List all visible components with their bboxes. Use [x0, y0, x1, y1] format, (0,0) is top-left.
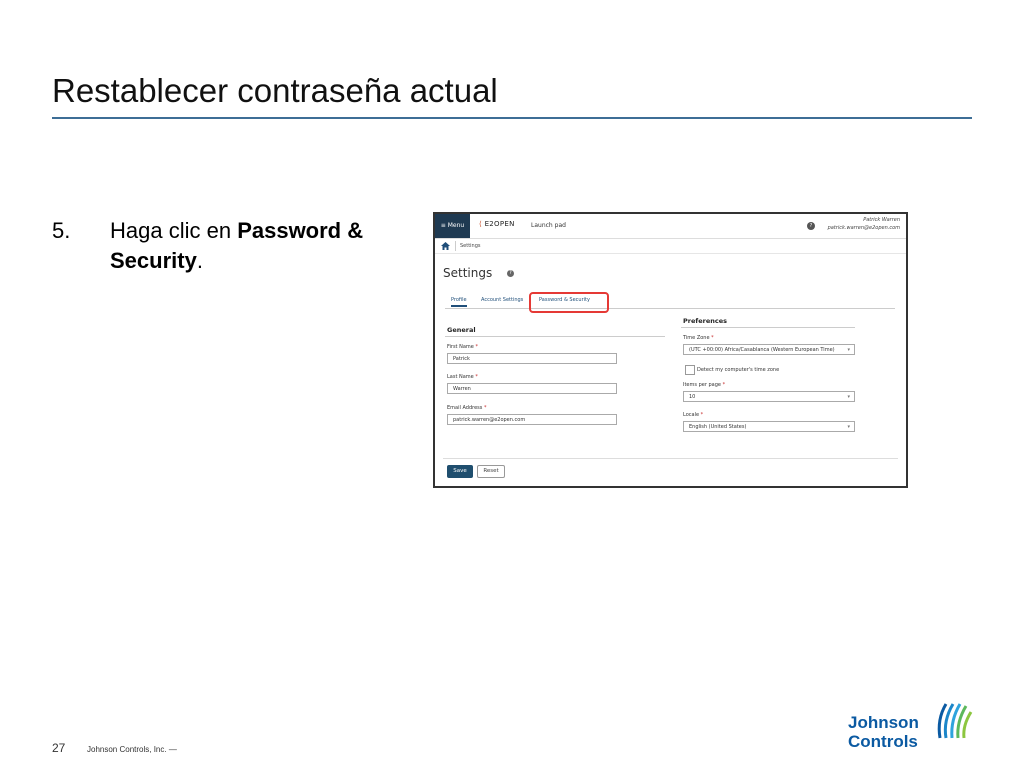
detect-time-zone-label: Detect my computer's time zone: [697, 367, 780, 373]
time-zone-value: (UTC +00:00) Africa/Casablanca (Western European Time): [689, 347, 835, 353]
logo-mark-icon: [934, 700, 974, 740]
reset-button[interactable]: Reset: [477, 465, 505, 478]
last-name-label: [447, 374, 478, 380]
page-number: 27: [52, 741, 66, 755]
chevron-down-icon: ▾: [847, 347, 850, 353]
step-text-lead: Haga clic en: [110, 218, 238, 243]
locale-value: English (United States): [689, 424, 747, 430]
last-name-label-text: Last Name: [447, 374, 474, 380]
logo-text-line2: Controls: [848, 732, 918, 751]
logo-text-line1: Johnson: [848, 713, 919, 732]
preferences-divider: [681, 327, 855, 328]
chevron-down-icon: ▾: [847, 394, 850, 400]
johnson-controls-logo: [848, 700, 974, 754]
help-icon[interactable]: ?: [807, 222, 815, 230]
tab-password-security[interactable]: Password & Security: [539, 297, 590, 303]
locale-select[interactable]: [683, 421, 855, 432]
brand-mark-icon: ⟨: [479, 220, 483, 228]
save-button[interactable]: Save: [447, 465, 473, 478]
email-field[interactable]: patrick.warren@e2open.com: [447, 414, 617, 425]
locale-label-text: Locale: [683, 412, 700, 418]
required-marker: *: [475, 344, 478, 350]
detect-time-zone-checkbox[interactable]: [685, 365, 695, 375]
brand-logo: [479, 220, 515, 228]
step-text-end: .: [196, 248, 203, 273]
email-label: [447, 405, 486, 411]
time-zone-label-text: Time Zone: [683, 335, 710, 341]
tab-profile[interactable]: Profile: [451, 297, 467, 307]
required-marker: *: [722, 382, 726, 388]
breadcrumb-separator: [455, 241, 456, 251]
time-zone-select[interactable]: [683, 344, 855, 355]
breadcrumb: [435, 239, 906, 254]
items-per-page-label-text: Items per page: [683, 382, 721, 388]
menu-button[interactable]: ≡ Menu: [435, 214, 470, 238]
page-title: Settings: [443, 266, 493, 280]
required-marker: *: [483, 405, 487, 411]
required-marker: *: [475, 374, 478, 380]
required-marker: *: [711, 335, 714, 341]
locale-label: [683, 412, 703, 418]
first-name-label: [447, 344, 478, 350]
preferences-section-title: Preferences: [683, 317, 727, 325]
last-name-field[interactable]: Warren: [447, 383, 617, 394]
required-marker: *: [700, 412, 704, 418]
user-name[interactable]: Patrick Warren: [863, 217, 900, 223]
general-divider: [445, 336, 665, 337]
title-divider: [52, 117, 972, 119]
first-name-field[interactable]: Patrick: [447, 353, 617, 364]
settings-screenshot: [433, 212, 908, 488]
help-icon[interactable]: ?: [507, 270, 514, 277]
items-per-page-label: [683, 382, 725, 388]
form-footer-divider: [443, 458, 898, 459]
items-per-page-select[interactable]: [683, 391, 855, 402]
breadcrumb-settings[interactable]: Settings: [460, 243, 481, 249]
home-icon[interactable]: [441, 242, 450, 250]
tab-highlight-box: [529, 292, 609, 313]
step-text-bold: Password & Security: [110, 218, 364, 273]
brand-name: E2OPEN: [484, 220, 515, 228]
email-label-text: Email Address: [447, 405, 483, 411]
step-text: [110, 216, 390, 276]
app-header: [435, 214, 906, 239]
settings-tabs: [445, 294, 895, 309]
chevron-down-icon: ▾: [847, 424, 850, 430]
time-zone-label: [683, 335, 714, 341]
items-per-page-value: 10: [689, 394, 696, 400]
step-number: 5.: [52, 218, 71, 243]
slide-title: Restablecer contraseña actual: [52, 72, 498, 109]
user-email: patrick.warren@e2open.com: [827, 225, 900, 231]
footer-text: Johnson Controls, Inc. —: [87, 745, 177, 754]
launch-pad-link[interactable]: Launch pad: [531, 222, 566, 229]
tab-account-settings[interactable]: Account Settings: [481, 297, 524, 303]
general-section-title: General: [447, 326, 476, 334]
first-name-label-text: First Name: [447, 344, 474, 350]
